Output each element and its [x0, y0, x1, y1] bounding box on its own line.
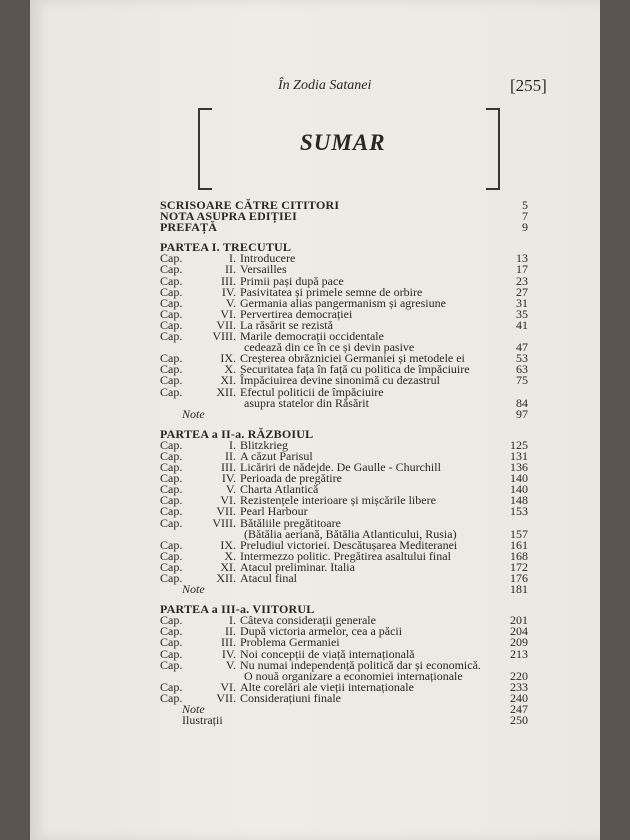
- entry-page: 148: [510, 493, 528, 508]
- entry-title: SCRISOARE CĂTRE CITITORI: [160, 198, 340, 212]
- chapter-prefix: Cap.: [160, 613, 183, 628]
- chapter-prefix: Cap.: [160, 295, 183, 310]
- entry-page: 23: [516, 273, 528, 288]
- chapter-title: Pearl Harbour: [240, 504, 308, 519]
- illustrations-entry: [160, 715, 528, 726]
- part-title: PARTEA a II-a. RĂZBOIUL: [160, 426, 314, 441]
- chapter-prefix: Cap.: [160, 504, 183, 519]
- chapter-title: Atacul final: [240, 571, 297, 585]
- chapter-title: O nouă organizare a economiei internaționale: [244, 668, 463, 683]
- notes-entry: [160, 584, 528, 595]
- entry-page: 5: [522, 198, 528, 212]
- chapter-number: II.: [225, 448, 236, 463]
- entry-page: 41: [516, 317, 528, 332]
- entry-page: 136: [510, 460, 528, 475]
- entry-page: 161: [510, 537, 528, 552]
- chapter-entry: [160, 264, 528, 275]
- chapter-title: Bătăliile pregătitoare: [240, 515, 341, 530]
- chapter-title: Pasivitatea și primele semne de orbire: [240, 284, 423, 299]
- left-bracket-ornament: [198, 108, 212, 190]
- chapter-entry: [160, 495, 528, 506]
- chapter-prefix: Cap.: [160, 437, 183, 452]
- part-title: PARTEA a III-a. VIITORUL: [160, 602, 315, 617]
- toc-entry-front: [160, 222, 528, 233]
- chapter-title: Charta Atlantică: [240, 482, 319, 497]
- entry-title: NOTA ASUPRA EDIȚIEI: [160, 209, 297, 224]
- chapter-entry: [160, 559, 528, 574]
- right-bracket-ornament: [486, 108, 500, 190]
- chapter-title: Versailles: [240, 262, 287, 277]
- chapter-number: VIII.: [212, 329, 236, 344]
- chapter-prefix: Cap.: [160, 624, 183, 639]
- chapter-entry: [160, 690, 528, 705]
- chapter-number: V.: [225, 295, 236, 310]
- chapter-prefix: Cap.: [160, 548, 183, 563]
- chapter-number: III.: [221, 273, 236, 288]
- chapter-entry: [160, 462, 528, 473]
- chapter-title: Primii pași după pace: [240, 273, 344, 288]
- chapter-entry: [160, 626, 528, 637]
- chapter-entry: [160, 573, 528, 584]
- chapter-prefix: Cap.: [160, 679, 183, 694]
- chapter-number: I.: [229, 437, 236, 452]
- chapter-number: XII.: [216, 384, 236, 399]
- chapter-title: (Bătălia aeriană, Bătălia Atlanticului, Rusia): [244, 526, 457, 541]
- entry-page: 84: [516, 395, 528, 410]
- chapter-prefix: Cap.: [160, 251, 183, 266]
- chapter-title: Introducere: [240, 251, 296, 266]
- entry-page: 201: [510, 613, 528, 628]
- chapter-number: VII.: [216, 504, 236, 519]
- entry-page: 63: [516, 362, 528, 377]
- chapter-number: X.: [224, 362, 236, 377]
- entry-page: 140: [510, 471, 528, 486]
- entry-page: 240: [510, 690, 528, 705]
- chapter-number: VIII.: [212, 515, 236, 530]
- chapter-title: Alte corelări ale vieții internaționale: [240, 679, 414, 694]
- chapter-title: Considerațiuni finale: [240, 690, 341, 705]
- entry-page: 9: [522, 220, 528, 235]
- chapter-prefix: Cap.: [160, 482, 183, 497]
- entry-page: 35: [516, 306, 528, 321]
- chapter-prefix: Cap.: [160, 306, 183, 321]
- entry-page: 47: [516, 340, 528, 355]
- chapter-number: VII.: [216, 317, 236, 332]
- chapter-number: II.: [225, 624, 236, 639]
- entry-page: 176: [510, 571, 528, 585]
- entry-page: 125: [510, 437, 528, 452]
- entry-page: 168: [510, 548, 528, 563]
- entry-page: 17: [516, 262, 528, 277]
- chapter-prefix: Cap.: [160, 384, 183, 399]
- entry-page: 220: [510, 668, 528, 683]
- chapter-number: VI.: [220, 306, 236, 321]
- chapter-title: Securitatea fața în față cu politica de împăciuire: [240, 362, 470, 377]
- chapter-title: La răsărit se rezistă: [240, 317, 333, 332]
- part-heading: [160, 242, 528, 253]
- page-number: [255]: [510, 76, 547, 95]
- chapter-prefix: Cap.: [160, 351, 183, 366]
- chapter-prefix: Cap.: [160, 273, 183, 288]
- chapter-title: Preludiul victoriei. Descătușarea Mediteranei: [240, 537, 458, 552]
- chapter-entry: [160, 306, 528, 321]
- entry-page: 247: [510, 702, 528, 717]
- chapter-title: Problema Germaniei: [240, 635, 340, 650]
- notes-entry: [160, 406, 528, 421]
- entry-title: PREFAȚĂ: [160, 220, 218, 235]
- entry-page: 209: [510, 635, 528, 650]
- chapter-prefix: Note: [182, 406, 205, 421]
- chapter-prefix: Cap.: [160, 690, 183, 705]
- chapter-prefix: Ilustrații: [182, 713, 223, 728]
- chapter-number: XI.: [220, 373, 236, 388]
- entry-page: 250: [510, 713, 528, 728]
- running-title: În Zodia Satanei: [278, 78, 372, 93]
- chapter-prefix: Cap.: [160, 317, 183, 332]
- chapter-title: Licăriri de nădejde. De Gaulle - Churchill: [240, 460, 441, 475]
- chapter-number: VII.: [216, 690, 236, 705]
- entry-page: 27: [516, 284, 528, 299]
- chapter-prefix: Cap.: [160, 537, 183, 552]
- chapter-title: Creșterea obrăzniciei Germaniei și metodele ei: [240, 351, 465, 366]
- chapter-entry: [160, 395, 528, 410]
- part-heading: [160, 426, 528, 441]
- entry-page: 131: [510, 448, 528, 463]
- chapter-number: IV.: [221, 646, 236, 661]
- chapter-number: VI.: [220, 493, 236, 508]
- chapter-prefix: Cap.: [160, 635, 183, 650]
- chapter-prefix: Cap.: [160, 515, 183, 530]
- chapter-title: După victoria armelor, cea a păcii: [240, 624, 403, 639]
- chapter-prefix: Cap.: [160, 284, 183, 299]
- chapter-prefix: Cap.: [160, 373, 183, 388]
- chapter-number: XI.: [220, 559, 236, 574]
- chapter-number: I.: [229, 613, 236, 628]
- chapter-number: VI.: [220, 679, 236, 694]
- chapter-prefix: Note: [182, 582, 205, 597]
- chapter-title: Atacul preliminar. Italia: [240, 559, 355, 574]
- chapter-number: IV.: [221, 284, 236, 299]
- chapter-title: Marile democrații occidentale: [240, 329, 384, 344]
- chapter-number: III.: [221, 460, 236, 475]
- chapter-number: I.: [229, 251, 236, 266]
- chapter-prefix: Cap.: [160, 448, 183, 463]
- chapter-title: Noi concepții de viață internațională: [240, 646, 415, 661]
- chapter-prefix: Cap.: [160, 262, 183, 277]
- entry-page: 157: [510, 526, 528, 541]
- chapter-entry: [160, 473, 528, 484]
- chapter-title: Câteva considerații generale: [240, 613, 376, 628]
- entry-page: 75: [516, 373, 528, 388]
- part-title: PARTEA I. TRECUTUL: [160, 240, 292, 255]
- entry-page: 140: [510, 482, 528, 497]
- chapter-number: II.: [225, 262, 236, 277]
- entry-page: 204: [510, 624, 528, 639]
- chapter-number: IX.: [220, 537, 236, 552]
- chapter-title: asupra statelor din Răsărit: [244, 395, 369, 410]
- chapter-prefix: Cap.: [160, 493, 183, 508]
- chapter-entry: [160, 253, 528, 264]
- chapter-title: Blitzkrieg: [240, 437, 288, 452]
- chapter-prefix: Note: [182, 702, 205, 717]
- chapter-prefix: Cap.: [160, 559, 183, 574]
- chapter-prefix: Cap.: [160, 362, 183, 377]
- chapter-number: XII.: [216, 571, 236, 585]
- chapter-entry: [160, 437, 528, 452]
- chapter-title: cedează din ce în ce și devin pasive: [244, 340, 415, 355]
- chapter-title: Împăciuirea devine sinonimă cu dezastrul: [240, 373, 440, 388]
- chapter-title: Rezistențele interioare și mișcările libere: [240, 493, 436, 508]
- entry-page: 181: [510, 582, 528, 597]
- entry-page: 31: [516, 295, 528, 310]
- entry-page: 97: [516, 406, 528, 421]
- chapter-title: Intermezzo politic. Pregătirea asaltului final: [240, 548, 451, 563]
- chapter-number: V.: [225, 482, 236, 497]
- chapter-title: Germania alias pangermanism și agresiune: [240, 295, 446, 310]
- page-title: SUMAR: [300, 130, 386, 155]
- entry-page: 213: [510, 646, 528, 661]
- chapter-prefix: Cap.: [160, 329, 183, 344]
- table-of-contents: [160, 200, 528, 726]
- book-page: [30, 0, 600, 840]
- chapter-title: Perioada de pregătire: [240, 471, 342, 486]
- chapter-number: X.: [224, 548, 236, 563]
- entry-page: 7: [522, 209, 528, 224]
- chapter-title: Nu numai independență politică dar și economică.: [240, 657, 481, 672]
- chapter-prefix: Cap.: [160, 460, 183, 475]
- chapter-entry: [160, 679, 528, 694]
- chapter-prefix: Cap.: [160, 657, 183, 672]
- chapter-title: Efectul politicii de împăciuire: [240, 384, 384, 399]
- chapter-prefix: Cap.: [160, 646, 183, 661]
- chapter-prefix: Cap.: [160, 471, 183, 486]
- chapter-title: A căzut Parisul: [240, 448, 313, 463]
- chapter-number: IX.: [220, 351, 236, 366]
- chapter-number: IV.: [221, 471, 236, 486]
- chapter-number: V.: [225, 657, 236, 672]
- chapter-title: Pervertirea democrației: [240, 306, 353, 321]
- entry-page: 13: [516, 251, 528, 266]
- chapter-number: III.: [221, 635, 236, 650]
- entry-page: 233: [510, 679, 528, 694]
- chapter-prefix: Cap.: [160, 571, 183, 585]
- entry-page: 153: [510, 504, 528, 519]
- entry-page: 172: [510, 559, 528, 574]
- entry-page: 53: [516, 351, 528, 366]
